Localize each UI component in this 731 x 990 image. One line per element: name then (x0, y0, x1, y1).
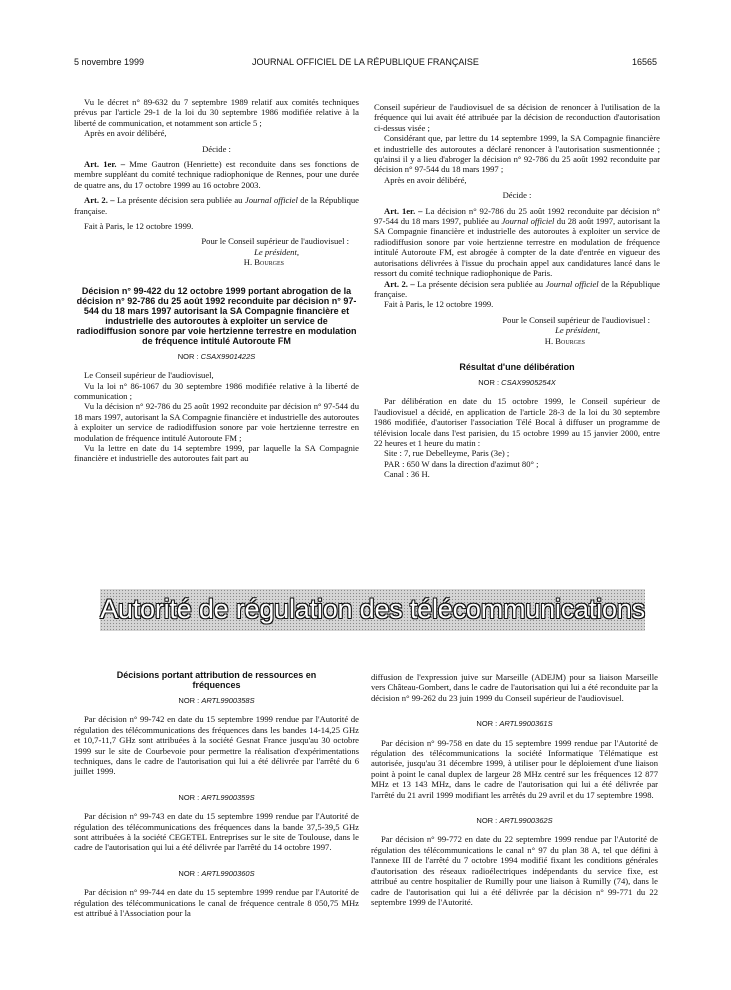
article-label: Art. 2. – (384, 278, 415, 289)
article-label: Art. 1er. – (384, 205, 423, 216)
place-date: Fait à Paris, le 12 octobre 1999. (384, 299, 494, 310)
article-text: de la République française. (74, 195, 359, 216)
paragraph: Conseil supérieur de l'audiovisuel de sa décision de renoncer à l'utilisation de la fréquence qui lui avait été attribuée par la décision de reconduction d'autorisation ci-dessus visée ; (374, 102, 660, 133)
paragraph: Considérant que, par lettre du 14 septembre 1999, la SA Compagnie financière et industrielle des autoroutes a déclaré renoncer à l'autorisation susmentionnée ; qu'ainsi il y a lieu d'abroger la décision n° 92-786 du 25 août 1992 reconduite par décision n° 97-544 du 18 mars 1997 ; (374, 133, 660, 175)
nor-code: ARTL9900361S (499, 719, 553, 729)
paragraph: Par décision n° 99-744 en date du 15 septembre 1999 rendue par l'Autorité de régulation des télécommunications le canal de fréquence centrale 8 050,75 MHz est attribué à l'Association pour la (74, 887, 359, 919)
signature-line: Pour le Conseil supérieur de l'audiovisuel : (502, 314, 650, 325)
article-text: La décision n° 92-786 du 25 août 1992 reconduite par décision n° 97-544 du 18 mars 1997, publiée au (374, 205, 660, 227)
journal-officiel-ref: Journal officiel (545, 278, 599, 289)
article-2 (74, 195, 359, 216)
article-1 (74, 159, 359, 190)
site-line: Site : 7, rue Debelleyme, Paris (3e) ; (384, 448, 510, 459)
nor-reference (371, 816, 658, 826)
paragraph: Par décision n° 99-758 en date du 15 septembre 1999 rendue par l'Autorité de régulation des télécommunications la société Informatique Télématique est autorisée, jusqu'au 31 décembre 1999, à utiliser pour le déploiement d'une liaison point à point le canal duplex de largeur 28 MHz centré sur les fréquences 12 877 MHz et 13 143 MHz, dans le cadre de l'autorisation qui lui a été délivrée par l'arrêté du 21 avril 1999 modifiant les arrêtés du 29 avril et du 17 septembre 1998. (371, 737, 658, 800)
paragraph: Vu la lettre en date du 14 septembre 1999, par laquelle la SA Compagnie financière et industrielle des autoroutes fait part au (74, 442, 359, 464)
signature-title (374, 325, 660, 335)
article-text: La présente décision sera publiée au (114, 195, 245, 206)
place-date: Fait à Paris, le 12 octobre 1999. (84, 221, 194, 232)
signature-name: H. Bourges (544, 335, 585, 346)
signature-line: Pour le Conseil supérieur de l'audiovisuel : (201, 236, 349, 247)
top-left-column (74, 97, 359, 464)
header-journal-title: JOURNAL OFFICIEL DE LA RÉPUBLIQUE FRANÇAISE (252, 57, 479, 67)
canal-line: Canal : 36 H. (384, 469, 430, 480)
nor-code: ARTL9900358S (201, 696, 255, 705)
nor-code: ARTL9900359S (201, 792, 255, 802)
nor-label: NOR : (178, 792, 200, 802)
paragraph: Par décision n° 99-743 en date du 15 septembre 1999 rendue par l'Autorité de régulation des télécommunications des fréquences dans la bande 37,5-39,5 GHz sont attribuées à la société CEGETEL Entreprises sur le site de Toulouse, dans le cadre de l'autorisation qui lui a été délivrée par l'arrêté du 14 octobre 1997. (74, 811, 359, 853)
paragraph: Vu le décret n° 89-632 du 7 septembre 1989 relatif aux comités techniques prévus par l'article 29-1 de la loi du 30 septembre 1986 modifiée relative à la liberté de communication, et notamment son article 5 ; (74, 97, 359, 128)
deliberation-title: Résultat d'une délibération (459, 361, 575, 372)
article-2 (374, 279, 660, 300)
nor-label: NOR : (178, 868, 200, 878)
paragraph: Le Conseil supérieur de l'audiovisuel, (84, 370, 214, 381)
paragraph: Vu la loi n° 86-1067 du 30 septembre 1986 modifiée relative à la liberté de communication ; (74, 380, 359, 401)
paragraph: Par décision n° 99-772 en date du 22 septembre 1999 rendue par l'Autorité de régulation des télécommunications le canal n° 97 du plan 38 A, tel que défini à l'annexe III de l'arrêté du 7 octobre 1994 modifié fixant les conditions générales d'autorisation des réseaux radioélectriques indépendants du service fixe, est attribué au centre hospitalier de Rumilly pour une liaison à Rumilly (74), dans le cadre de l'autorisation qui lui a été délivrée par la décision n° 99-771 du 22 septembre 1999 de l'Autorité. (371, 834, 658, 907)
article-text: La présente décision sera publiée au (414, 278, 546, 289)
nor-label: NOR : (478, 377, 500, 387)
nor-reference (74, 352, 359, 362)
article-text: du 28 août 1997, autorisant la SA Compagnie financière et industrielle des autoroutes à exploiter un service de radiodiffusion sonore par voie hertzienne terrestre en modulation de fréquence intitulé Autoroute FM, est abrogée à compter de la date d'entrée en vigueur des autorisations délivrées à l'issue du prochain appel aux candidatures lancé dans le ressort du comité technique radiophonique de Paris. (374, 216, 660, 279)
nor-reference (74, 869, 359, 879)
nor-label: NOR : (178, 696, 200, 705)
paragraph: Vu la décision n° 92-786 du 25 août 1992 reconduite par décision n° 97-544 du 18 mars 1997, autorisant la SA Compagnie financière et industrielle des autoroutes à exploiter un service de radiodiffusion sonore par voie hertzienne terrestre en modulation de fréquence intitulé Autoroute FM ; (74, 401, 359, 443)
nor-label: NOR : (476, 816, 498, 826)
journal-officiel-ref: Journal officiel (501, 216, 555, 227)
nor-reference (371, 719, 658, 729)
nor-label: NOR : (476, 719, 498, 729)
nor-code: CSAX9901422S (200, 351, 256, 361)
section-banner (100, 589, 645, 631)
paragraph: diffusion de l'expression juive sur Marseille (ADEJM) pour sa liaison Marseille vers Château-Gombert, dans le cadre de l'autorisation qui lui a été reconduite par la décision n° 99-262 du 23 juin 1999 du Conseil supérieur de l'audiovisuel. (371, 672, 658, 703)
nor-reference (74, 696, 359, 706)
section-title: Décisions portant attribution de ressources en fréquences (116, 670, 317, 690)
nor-code: CSAX9905254X (501, 377, 556, 387)
article-1 (374, 206, 660, 279)
section-banner-title: Autorité de régulation des télécommunications (100, 594, 645, 624)
nor-label: NOR : (177, 351, 199, 361)
paragraph: Par décision n° 99-742 en date du 15 septembre 1999 rendue par l'Autorité de régulation des télécommunications des fréquences dans les bandes 14-14,25 GHz et 10,7-11,7 GHz sont attribuées à la société Gesnat France jusqu'au 30 octobre 1999 sur le site de Courbevoie pour permettre la réalisation d'expérimentations techniques, dans le cadre de l'autorisation qui lui a été délivrée par l'arrêté du 6 juillet 1999. (74, 714, 359, 777)
paragraph: Après en avoir délibéré, (84, 128, 167, 139)
bottom-left-column (74, 670, 359, 919)
par-line: PAR : 650 W dans la direction d'azimut 80° ; (384, 458, 539, 469)
nor-reference (74, 793, 359, 803)
bottom-right-column (371, 672, 658, 907)
top-right-column (374, 102, 660, 480)
signature-name: H. Bourges (243, 257, 284, 268)
decide-heading: Décide : (202, 143, 231, 154)
header-page-number: 16565 (632, 57, 658, 67)
signature-title-text: Le président, (254, 246, 299, 257)
journal-officiel-ref: Journal officiel (244, 195, 298, 206)
signature-title (74, 247, 359, 257)
decision-title: Décision n° 99-422 du 12 octobre 1999 portant abrogation de la décision n° 92-786 du 25 août 1992 reconduite par décision n° 97-544 du 18 mars 1997 autorisant la SA Compagnie financière et industrielle des autoroutes à exploiter un service de radiodiffusion sonore par voie hertzienne terrestre en modulation de fréquence intitulé Autoroute FM (76, 285, 357, 346)
decide-heading: Décide : (502, 190, 532, 201)
article-text: de la République française. (374, 278, 660, 299)
paragraph: Après en avoir délibéré, (384, 174, 467, 185)
article-text: Mme Gautron (Henriette) est reconduite dans ses fonctions de membre suppléant du comité technique radiophonique de Rennes, pour une durée de quatre ans, du 17 octobre 1999 au 16 octobre 2003. (74, 159, 359, 190)
paragraph: Par délibération en date du 15 octobre 1999, le Conseil supérieur de l'audiovisuel a décidé, en application de l'article 28-3 de la loi du 30 septembre 1986 modifiée, d'autoriser l'association Télé Bocal à diffuser un programme de télévision locale dans l'est parisien, du 15 octobre 1999 au 15 janvier 2000, entre 22 heures et 1 heure du matin : (374, 396, 660, 448)
header-date: 5 novembre 1999 (74, 57, 145, 67)
article-label: Art. 1er. – (84, 159, 126, 170)
nor-code: ARTL9900360S (201, 868, 255, 878)
nor-reference (374, 378, 660, 388)
nor-code: ARTL9900362S (499, 816, 553, 826)
article-label: Art. 2. – (84, 195, 115, 206)
signature-title-text: Le président, (555, 325, 600, 336)
